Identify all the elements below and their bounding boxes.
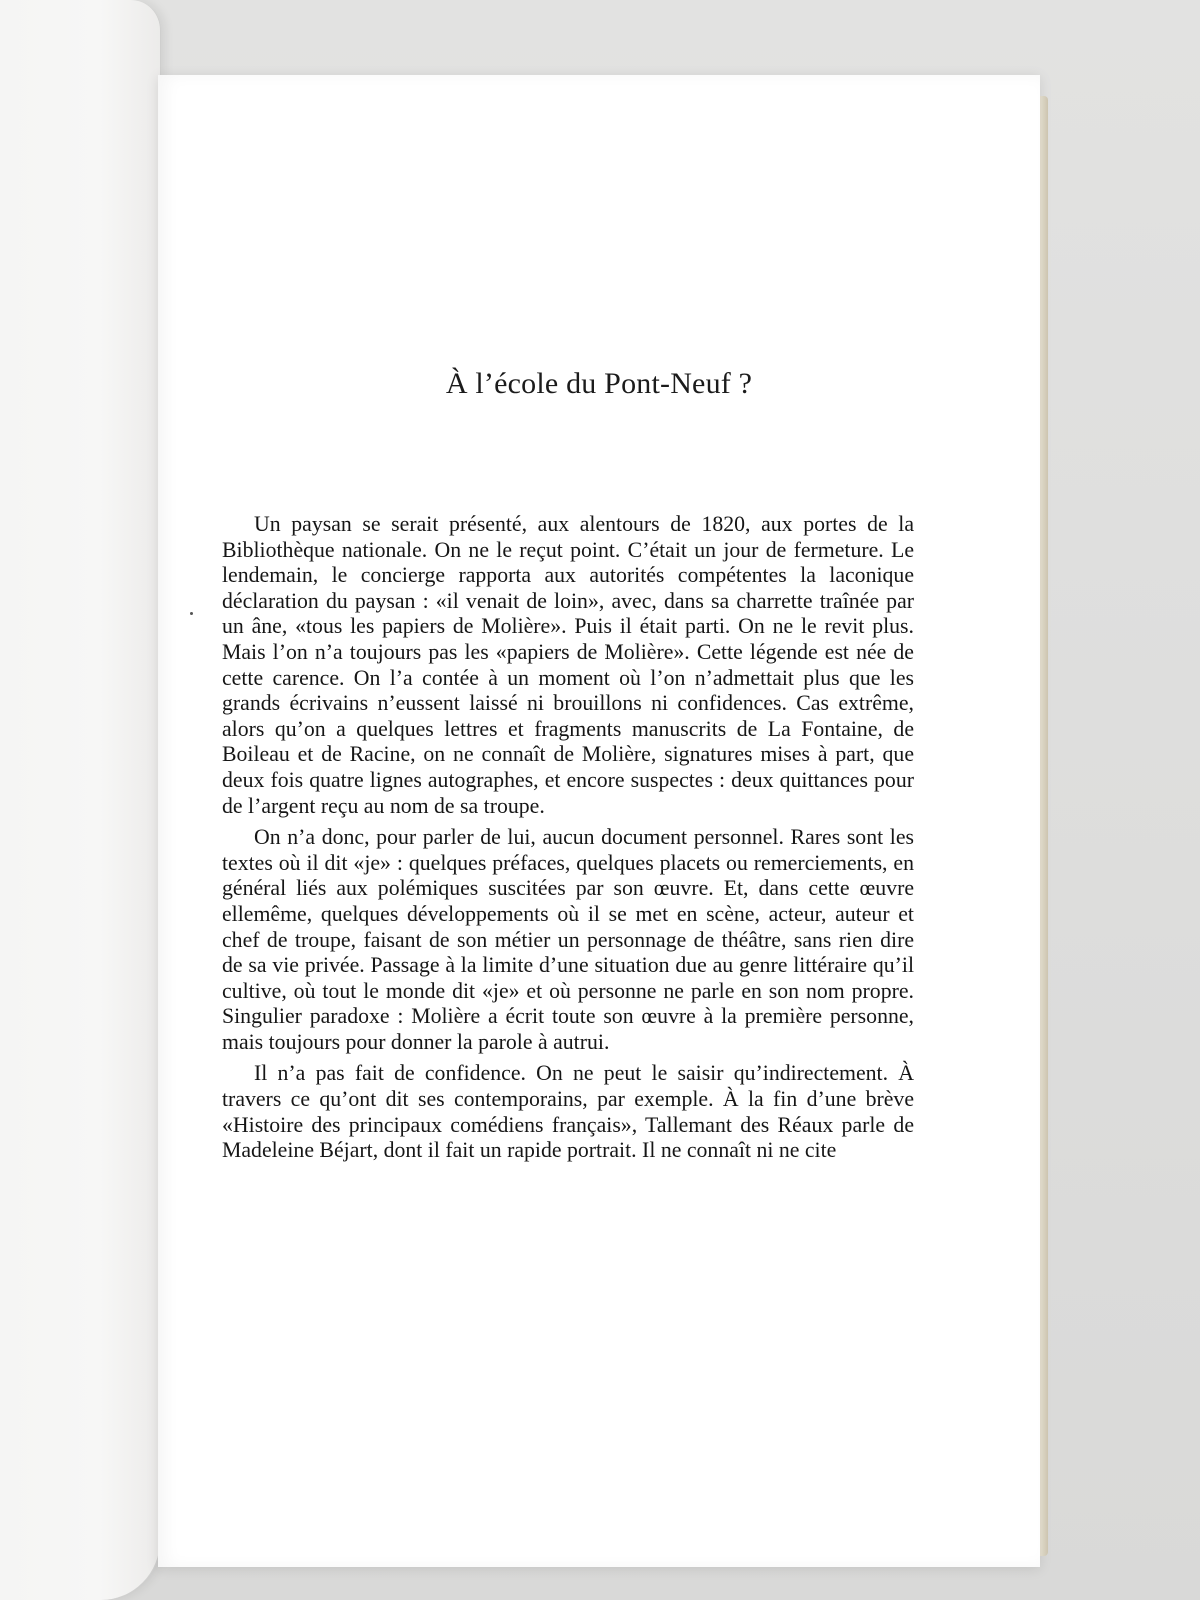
paragraph-1: Un paysan se serait présenté, aux alentours de 1820, aux portes de la Bibliothèque nationale. On ne le reçut point. C’était un jour de fermeture. Le lendemain, le concierge rapporta aux autorités compétentes la laconique déclaration du paysan : «il venait de loin», avec, dans sa charrette traînée par un âne, «tous les papiers de Molière». Puis il était parti. On ne le revit plus. Mais l’on n’a toujours pas les «papiers de Molière». Cette légende est née de cette carence. On l’a contée à un moment où l’on n’admettait plus que les grands écrivains n’eussent laissé ni brouillons ni confidences. Cas extrême, alors qu’on a quelques lettres et fragments manuscrits de La Fontaine, de Boileau et de Racine, on ne connaît de Molière, signatures mises à part, que deux fois quatre lignes autographes, et encore suspectes : deux quittances pour de l’argent reçu au nom de sa troupe. xyxy=(222,512,914,818)
paragraph-3: Il n’a pas fait de confidence. On ne peut le saisir qu’indirectement. À travers ce qu’ont dit ses contemporains, par exemple. À la fin d’une brève «Histoire des principaux comédiens français», Tallemant des Réaux parle de Madeleine Béjart, dont il fait un rapide portrait. Il ne connaît ni ne cite xyxy=(222,1061,914,1163)
ink-speck xyxy=(190,612,193,615)
left-facing-page xyxy=(0,0,161,1600)
chapter-title: À l’école du Pont-Neuf ? xyxy=(445,367,753,400)
book-page xyxy=(158,75,1040,1567)
body-text xyxy=(222,512,914,1170)
paragraph-2: On n’a donc, pour parler de lui, aucun document personnel. Rares sont les textes où il dit «je» : quelques préfaces, quelques placets ou remerciements, en général liés aux polémiques suscitées par son œuvre. Et, dans cette œuvre ellemême, quelques développements où il se met en scène, acteur, auteur et chef de troupe, faisant de son métier un personnage de théâtre, sans rien dire de sa vie privée. Passage à la limite d’une situation due au genre littéraire qu’il cultive, où tout le monde dit «je» et où personne ne parle en son nom propre. Singulier paradoxe : Molière a écrit toute son œuvre à la première personne, mais toujours pour donner la parole à autrui. xyxy=(222,825,914,1054)
